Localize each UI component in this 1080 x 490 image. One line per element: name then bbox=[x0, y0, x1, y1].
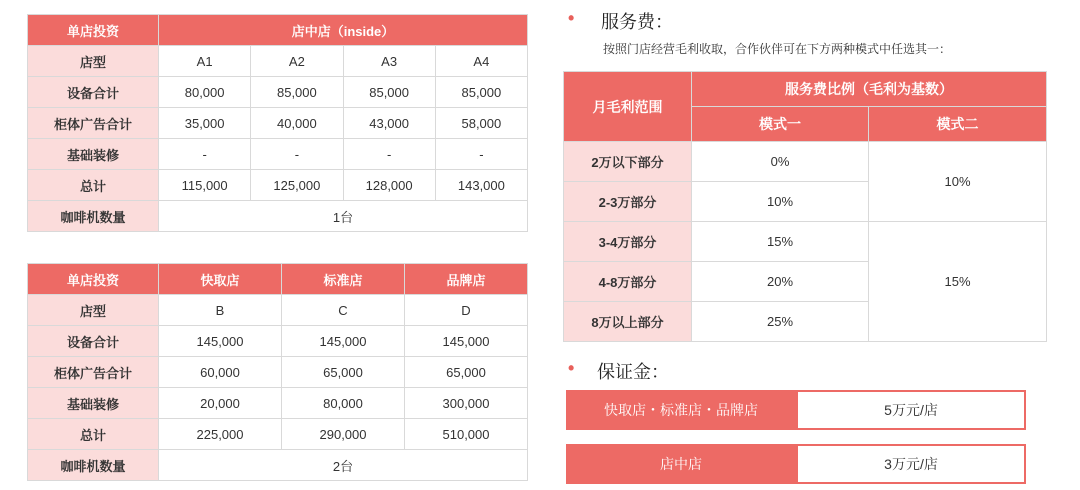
ratio-header: 服务费比例（毛利为基数） bbox=[692, 72, 1047, 107]
table-row bbox=[28, 108, 528, 139]
cell: 300,000 bbox=[405, 388, 528, 419]
cell: 128,000 bbox=[343, 170, 435, 201]
deposit-store-type: 店中店 bbox=[566, 444, 796, 484]
cell: 20,000 bbox=[159, 388, 282, 419]
row-label: 店型 bbox=[28, 295, 159, 326]
machine-count-cell: 2台 bbox=[159, 450, 528, 481]
bullet-icon: • bbox=[568, 8, 575, 28]
cell: 510,000 bbox=[405, 419, 528, 450]
deposit-amount: 5万元/店 bbox=[796, 390, 1026, 430]
table-row bbox=[28, 46, 528, 77]
table-row bbox=[564, 222, 1047, 262]
range-header: 月毛利范围 bbox=[564, 72, 692, 142]
cell: A3 bbox=[343, 46, 435, 77]
cell: 60,000 bbox=[159, 357, 282, 388]
mode1-cell: 0% bbox=[692, 142, 869, 182]
service-fee-table bbox=[563, 71, 1047, 342]
cell: - bbox=[251, 139, 343, 170]
mode1-header: 模式一 bbox=[692, 107, 869, 142]
column-header: 快取店 bbox=[159, 264, 282, 295]
cell: 225,000 bbox=[159, 419, 282, 450]
cell: - bbox=[159, 139, 251, 170]
column-header: 标准店 bbox=[282, 264, 405, 295]
cell: 115,000 bbox=[159, 170, 251, 201]
cell: C bbox=[282, 295, 405, 326]
deposit-row bbox=[566, 444, 1026, 484]
table-row bbox=[28, 450, 528, 481]
row-label: 设备合计 bbox=[28, 326, 159, 357]
group-header: 店中店（inside） bbox=[159, 15, 528, 46]
cell: A2 bbox=[251, 46, 343, 77]
row-label: 柜体广告合计 bbox=[28, 357, 159, 388]
deposit-title: 保证金： bbox=[597, 362, 669, 382]
table-header-row bbox=[564, 72, 1047, 107]
inside-store-investment-table bbox=[27, 14, 528, 232]
row-label: 咖啡机数量 bbox=[28, 201, 159, 232]
cell: 80,000 bbox=[159, 77, 251, 108]
cell: B bbox=[159, 295, 282, 326]
range-label: 2-3万部分 bbox=[564, 182, 692, 222]
cell: - bbox=[343, 139, 435, 170]
cell: 85,000 bbox=[251, 77, 343, 108]
row-label: 总计 bbox=[28, 419, 159, 450]
cell: 290,000 bbox=[282, 419, 405, 450]
service-fee-note: 按照门店经营毛利收取，合作伙伴可在下方两种模式中任选其一： bbox=[603, 42, 952, 56]
range-label: 4-8万部分 bbox=[564, 262, 692, 302]
cell: 80,000 bbox=[282, 388, 405, 419]
table-row bbox=[28, 326, 528, 357]
table-corner-header: 单店投资 bbox=[28, 264, 159, 295]
cell: 35,000 bbox=[159, 108, 251, 139]
cell: 65,000 bbox=[282, 357, 405, 388]
row-label: 总计 bbox=[28, 170, 159, 201]
cell: 65,000 bbox=[405, 357, 528, 388]
cell: 125,000 bbox=[251, 170, 343, 201]
mode2-cell: 15% bbox=[869, 222, 1047, 342]
table-row bbox=[28, 77, 528, 108]
service-fee-title: 服务费： bbox=[601, 12, 673, 32]
range-label: 8万以上部分 bbox=[564, 302, 692, 342]
cell: 85,000 bbox=[343, 77, 435, 108]
bullet-icon: • bbox=[568, 358, 575, 378]
deposit-store-type: 快取店・标准店・品牌店 bbox=[566, 390, 796, 430]
range-label: 2万以下部分 bbox=[564, 142, 692, 182]
cell: 58,000 bbox=[435, 108, 527, 139]
table-row bbox=[564, 142, 1047, 182]
mode2-header: 模式二 bbox=[869, 107, 1047, 142]
cell: 145,000 bbox=[282, 326, 405, 357]
range-label: 3-4万部分 bbox=[564, 222, 692, 262]
mode1-cell: 10% bbox=[692, 182, 869, 222]
table-row bbox=[28, 357, 528, 388]
row-label: 基础装修 bbox=[28, 139, 159, 170]
row-label: 咖啡机数量 bbox=[28, 450, 159, 481]
table-corner-header: 单店投资 bbox=[28, 15, 159, 46]
cell: 43,000 bbox=[343, 108, 435, 139]
cell: D bbox=[405, 295, 528, 326]
cell: 85,000 bbox=[435, 77, 527, 108]
cell: 143,000 bbox=[435, 170, 527, 201]
deposit-row bbox=[566, 390, 1026, 430]
cell: A1 bbox=[159, 46, 251, 77]
machine-count-cell: 1台 bbox=[159, 201, 528, 232]
table-row bbox=[28, 201, 528, 232]
table-row bbox=[28, 170, 528, 201]
cell: 40,000 bbox=[251, 108, 343, 139]
row-label: 柜体广告合计 bbox=[28, 108, 159, 139]
row-label: 基础装修 bbox=[28, 388, 159, 419]
cell: 145,000 bbox=[405, 326, 528, 357]
mode2-cell: 10% bbox=[869, 142, 1047, 222]
row-label: 店型 bbox=[28, 46, 159, 77]
table-row bbox=[28, 139, 528, 170]
column-header: 品牌店 bbox=[405, 264, 528, 295]
table-header-row bbox=[28, 264, 528, 295]
table-row bbox=[28, 388, 528, 419]
mode1-cell: 15% bbox=[692, 222, 869, 262]
mode1-cell: 25% bbox=[692, 302, 869, 342]
table-row bbox=[28, 295, 528, 326]
cell: - bbox=[435, 139, 527, 170]
cell: 145,000 bbox=[159, 326, 282, 357]
deposit-amount: 3万元/店 bbox=[796, 444, 1026, 484]
table-row bbox=[28, 419, 528, 450]
mode1-cell: 20% bbox=[692, 262, 869, 302]
cell: A4 bbox=[435, 46, 527, 77]
store-investment-table bbox=[27, 263, 528, 481]
row-label: 设备合计 bbox=[28, 77, 159, 108]
table-header-row bbox=[28, 15, 528, 46]
